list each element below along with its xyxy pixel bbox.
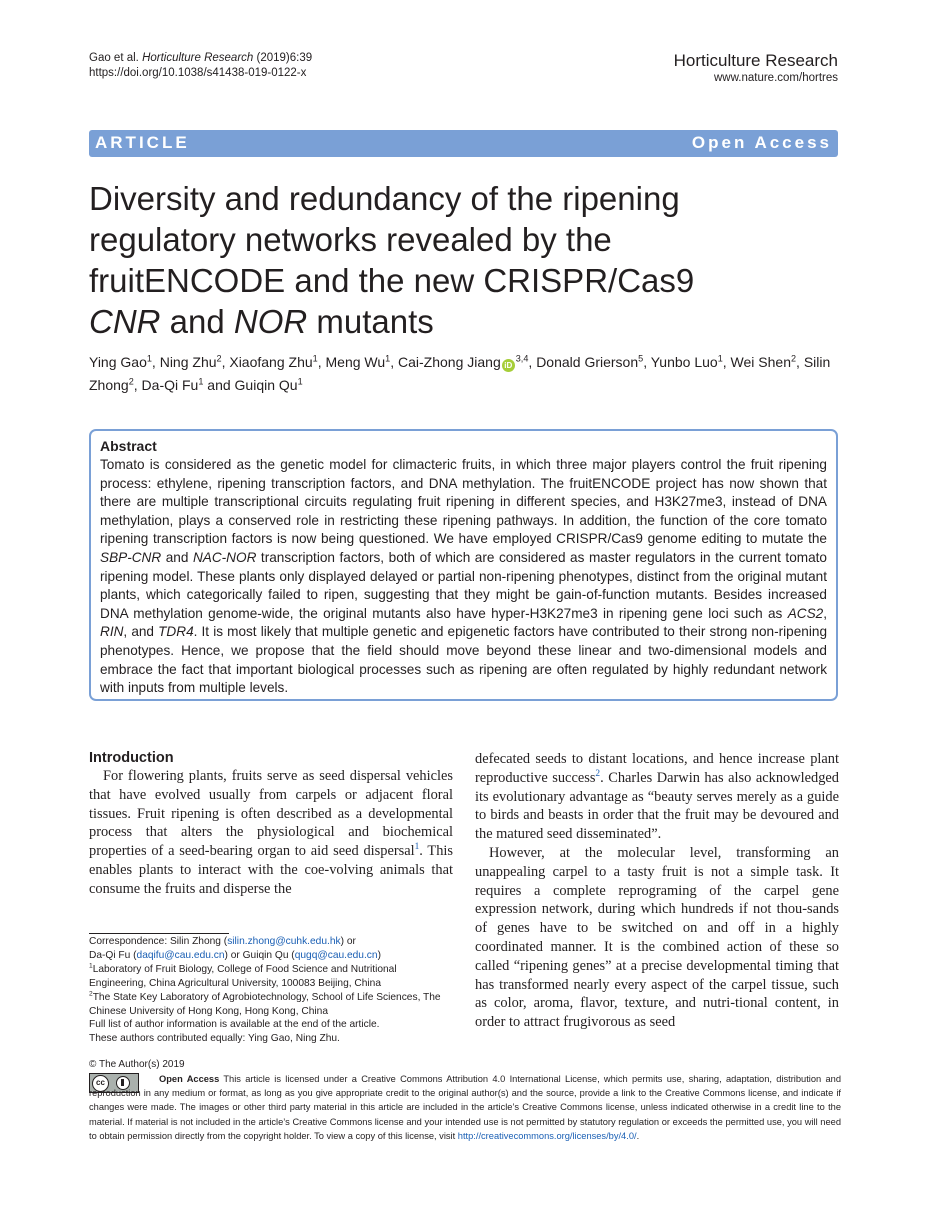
author-separator: , xyxy=(796,354,804,370)
title-text: and xyxy=(160,303,234,340)
open-access-label: Open Access xyxy=(691,133,832,152)
author-separator: , xyxy=(390,354,399,370)
full-author-info-note: Full list of author information is available at the end of the article. xyxy=(89,1019,380,1031)
equal-contribution-note: These authors contributed equally: Ying Gao, Ning Zhu. xyxy=(89,1033,340,1045)
author-affiliation-ref: 1 xyxy=(312,353,318,364)
author-name[interactable]: Cai-Zhong Jiang xyxy=(398,354,501,370)
journal-url[interactable]: www.nature.com/hortres xyxy=(714,72,838,84)
affiliation-text: Laboratory of Fruit Biology, College of Food Science and Nutritional Engineering, China Agricultural University, 100083 Beijing, China xyxy=(89,963,397,989)
intro-text: defecated seeds to distant locations, and hence increase plant reproductive success xyxy=(475,751,839,786)
author-affiliation-ref: 2 xyxy=(128,376,134,387)
abstract-text: transcription factors, both of which are considered as master regulators in the current tomato ripening model. These plants only displayed delayed or partial non-ripening phenotypes, distinct from the original mutant plants, which categorically failed to ripen, suggesting that they might be gain-of-function mutants. Besides increased DNA methylation genome-wide, the original mutants also have hyper-H3K27me3 in ripening gene loci such as xyxy=(100,549,827,621)
correspondence xyxy=(89,935,453,949)
license-end: . xyxy=(636,1130,640,1141)
abstract-heading: Abstract xyxy=(100,438,157,454)
author-affiliation-ref: 5 xyxy=(638,353,644,364)
author-separator: , xyxy=(528,354,537,370)
author-list xyxy=(89,351,849,397)
footnote-text: Da-Qi Fu ( xyxy=(89,949,137,961)
copyright-line: © The Author(s) 2019 xyxy=(89,1059,185,1070)
email-link[interactable]: qugq@cau.edu.cn xyxy=(294,949,378,961)
email-link[interactable]: silin.zhong@cuhk.edu.hk xyxy=(227,936,341,947)
citation-journal: Horticulture Research xyxy=(142,52,254,64)
author-separator: , xyxy=(151,354,160,370)
abstract-gene: TDR4 xyxy=(158,624,194,640)
author-separator: , xyxy=(317,354,326,370)
license-url-link[interactable]: http://creativecommons.org/licenses/by/4.0/ xyxy=(457,1130,637,1141)
email-link[interactable]: daqifu@cau.edu.cn xyxy=(136,949,225,961)
affiliation-text: The State Key Laboratory of Agrobiotechnology, School of Life Sciences, The Chinese University of Hong Kong, Hong Kong, China xyxy=(89,991,441,1017)
affiliation-2 xyxy=(89,991,453,1019)
intro-text: For flowering plants, fruits serve as seed dispersal vehicles that have evolved usually from carpels or adjacent floral tissues. Fruit ripening is often described as a developmental process that alters the physiological and biochemical properties of a seed-bearing organ to aid seed dispersal xyxy=(89,768,453,860)
author-affiliation-ref: 1 xyxy=(297,376,303,387)
orcid-icon[interactable]: iD xyxy=(502,359,515,372)
affiliation-number: 2 xyxy=(89,990,93,998)
abstract-text: , and xyxy=(123,624,159,640)
author-affiliation-ref: 1 xyxy=(146,353,152,364)
citation-header xyxy=(89,51,312,81)
abstract-gene: SBP-CNR xyxy=(100,549,162,565)
intro-paragraph xyxy=(475,750,839,844)
author-separator: , xyxy=(133,377,142,393)
author-affiliation-ref: 1 xyxy=(717,353,723,364)
footnote-text: ) xyxy=(377,949,381,961)
author-name[interactable]: Ying Gao xyxy=(89,354,147,370)
intro-heading: Introduction xyxy=(89,750,174,766)
intro-left-column xyxy=(89,749,453,899)
title-line xyxy=(89,301,809,342)
footnote-text: Correspondence: Silin Zhong ( xyxy=(89,936,228,947)
citation-ref[interactable]: 1 xyxy=(414,842,420,853)
abstract-box xyxy=(89,429,838,701)
author-name[interactable]: Meng Wu xyxy=(325,354,386,370)
author-name[interactable]: Xiaofang Zhu xyxy=(229,354,313,370)
intro-text: . This enables plants to interact with the coe-volving animals that consume the fruits and disperse the xyxy=(89,843,453,897)
author-affiliation-ref: 2 xyxy=(216,353,222,364)
author-name[interactable]: Guiqin Qu xyxy=(234,377,298,393)
citation-ref[interactable]: 2 xyxy=(595,769,601,779)
footnote-text: ) or xyxy=(340,936,356,947)
citation-issue: (2019)6:39 xyxy=(256,52,313,64)
author-separator: and xyxy=(203,377,235,393)
abstract-body xyxy=(100,456,827,698)
article-banner xyxy=(89,130,838,157)
abstract-gene: NAC-NOR xyxy=(192,549,257,565)
author-name[interactable]: Da-Qi Fu xyxy=(141,377,199,393)
article-title xyxy=(89,178,809,342)
journal-name: Horticulture Research xyxy=(673,51,838,70)
correspondence-line2 xyxy=(89,949,453,963)
title-line: regulatory networks revealed by the xyxy=(89,221,612,258)
intro-paragraph: However, at the molecular level, transforming an unappealing carpel to a tasty fruit is not a simple task. It requires a complete reprograming of the carpel gene expression network, during which hundreds if not thou-sands of genes have to be switched on and off in a highly coordinated manner. It is the combined action of these so called “ripening genes” at a precise developmental timing that has transformed nearly every aspect of the carpel tissue, such as color, aroma, flavor, texture, and nutri-tional content, in order to attract frugivorous as seed xyxy=(475,844,839,1031)
abstract-text: and xyxy=(161,549,193,565)
author-name[interactable]: Donald Grierson xyxy=(536,354,639,370)
abstract-text: . It is most likely that multiple genetic and epigenetic factors have contributed to their strong non-ripening phenotypes. Hence, we propose that the field should move beyond these linear and two-dimensional models and embrace the fact that important biological processes such as ripening are often regulated by highly redundant network with inputs from multiple levels. xyxy=(100,624,828,696)
author-affiliation-ref: 2 xyxy=(790,353,797,364)
affiliation-1 xyxy=(89,963,453,991)
author-name[interactable]: Silin Zhong xyxy=(89,354,831,393)
author-affiliation-ref: 1 xyxy=(198,376,204,387)
title-line: Diversity and redundancy of the ripening xyxy=(89,180,680,217)
intro-paragraph xyxy=(89,767,453,899)
affiliation-number: 1 xyxy=(89,962,93,970)
author-separator: , xyxy=(722,354,731,370)
license-text xyxy=(89,1072,841,1143)
open-access-bold: Open Access xyxy=(159,1074,220,1084)
author-affiliation-ref: 1 xyxy=(385,353,391,364)
author-name[interactable]: Ning Zhu xyxy=(159,354,217,370)
license-body: This article is licensed under a Creative Commons Attribution 4.0 International License, which permits use, sharing, adaptation, distribution and reproduction in any medium or format, as long as you give appropriate credit to the original author(s) and the source, provide a link to the Creative Commons license, and indicate if changes were made. The images or other third party material in this article are included in the article’s Creative Commons license, unless indicated otherwise in a credit line to the material. If material is not included in the article’s Creative Commons license and your intended use is not permitted by statutory regulation or exceeds the permitted use, you will need to obtain permission directly from the copyright holder. To view a copy of this license, visit xyxy=(89,1074,841,1141)
footnote-text: ) or Guiqin Qu ( xyxy=(224,949,295,961)
author-separator: , xyxy=(643,354,651,370)
abstract-text: , xyxy=(823,605,827,621)
citation-authors: Gao et al. xyxy=(89,52,139,64)
title-gene-cnr: CNR xyxy=(89,303,161,340)
abstract-gene: ACS2 xyxy=(787,605,824,621)
abstract-text: Tomato is considered as the genetic model for climacteric fruits, in which three major players control the fruit ripening process: ethylene, ripening transcription factors, and DNA methylation. The fruitENCODE project has now shown that there are multiple transcriptional circuits regulating fruit ripening in different species, and H3K27me3, instead of DNA methylation, plays a conserved role in restricting these ripening pathways. In addition, the function of the core tomato ripening transcription factors is now being questioned. We have employed CRISPR/Cas9 genome editing to mutate the xyxy=(100,457,827,547)
cc-icon: cc xyxy=(92,1075,109,1092)
doi-link[interactable]: https://doi.org/10.1038/s41438-019-0122-x xyxy=(89,67,307,79)
author-name[interactable]: Wei Shen xyxy=(730,354,791,370)
article-type-label: ARTICLE xyxy=(95,133,190,152)
title-gene-nor: NOR xyxy=(233,303,308,340)
title-line: fruitENCODE and the new CRISPR/Cas9 xyxy=(89,262,695,299)
abstract-gene: RIN xyxy=(100,624,124,640)
author-separator: , xyxy=(221,354,230,370)
intro-right-column xyxy=(475,750,839,1032)
author-name[interactable]: Yunbo Luo xyxy=(650,354,718,370)
footnote-divider xyxy=(89,933,229,934)
footnotes xyxy=(89,935,453,1046)
journal-header xyxy=(674,51,838,85)
author-affiliation-ref: 3,4 xyxy=(515,353,529,364)
title-text: mutants xyxy=(307,303,434,340)
intro-text: . Charles Darwin has also acknowledged its evolutionary advantage as “beauty serves merely as a guide to birds and beasts in order that the fruit may be devoured and the matured seed disseminated”. xyxy=(475,769,839,843)
